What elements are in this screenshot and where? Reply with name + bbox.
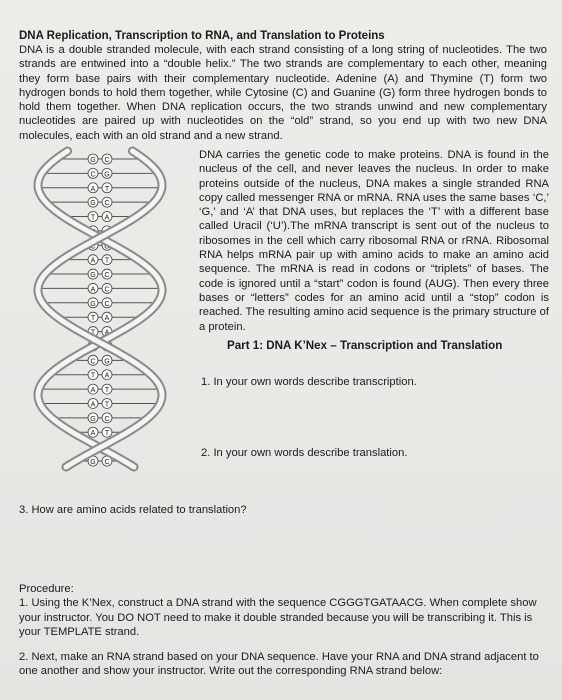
base-left-letter: T: [90, 315, 96, 323]
base-left-letter: C: [90, 343, 96, 351]
base-pair: [46, 197, 154, 207]
question-1: 1. In your own words describe transcription.: [201, 376, 417, 388]
base-pair: [39, 384, 161, 394]
base-left-letter: T: [90, 372, 96, 380]
base-left-letter: G: [90, 272, 96, 280]
question-2: 2. In your own words describe translation.: [201, 447, 408, 459]
base-left-letter: G: [90, 415, 96, 423]
question-3: 3. How are amino acids related to translation?: [19, 504, 247, 516]
base-right-letter: A: [104, 214, 110, 222]
base-right-letter: A: [104, 372, 110, 380]
base-right-letter: A: [104, 228, 110, 236]
base-pair: [56, 154, 144, 164]
base-right-letter: G: [104, 358, 110, 366]
base-left-letter: A: [90, 185, 96, 193]
procedure-label: Procedure:: [19, 583, 74, 595]
page-title: DNA Replication, Transcription to RNA, and Translation to Proteins: [19, 30, 385, 42]
base-right-letter: G: [104, 243, 110, 251]
base-right-letter: T: [104, 185, 110, 193]
intro-paragraph: DNA is a double stranded molecule, with each strand consisting of a long string of nucleotides. The two strands are entwined into a “double helix.” The two strands are complementary to each other, meaning they form base pairs with their complementary nucleotide. Adenine (A) and Thymine (T) form two hydrogen bonds to hold them together, while Cytosine (C) and Guanine (G) form three hydrogen bonds to hold them together. When DNA replication occurs, the two strands unwind and new complementary nucleotides are paired up with nucleotides on the “old” strand, so you end up with two new DNA molecules, each with an old strand and a new strand.: [19, 44, 547, 142]
procedure-section: [19, 582, 549, 690]
base-right-letter: T: [104, 387, 110, 395]
base-pair: [38, 283, 162, 293]
base-right-letter: T: [104, 430, 110, 438]
base-pair: [42, 298, 157, 308]
dna-double-helix-illustration: [0, 145, 200, 475]
procedure-step-2: 2. Next, make an RNA strand based on your DNA sequence. Have your RNA and DNA strand adjacent to one another and show your instructor. Write out the corresponding RNA strand below:: [19, 651, 539, 678]
base-left-letter: A: [90, 257, 96, 265]
base-right-letter: G: [104, 343, 110, 351]
base-right-letter: C: [104, 157, 110, 164]
base-pair: [45, 269, 155, 279]
procedure-step-1: 1. Using the K’Nex, construct a DNA strand with the sequence CGGGTGATAACG. When complete show your instructor. You DO NOT need to make it double stranded because you will be transcribing it. This is your TEMPLATE strand.: [19, 597, 537, 638]
dna-explanation-paragraph: DNA carries the genetic code to make proteins. DNA is found in the nucleus of the cell, and never leaves the nucleus. In order to make proteins outside of the nucleus, DNA makes a single stranded RNA copy called messenger RNA or mRNA. RNA uses the same bases ‘C,’ ‘G,’ and ‘A’ that DNA uses, but replaces the ‘T’ with a different base called Uracil (‘U’).The mRNA transcript is sent out of the nucleus to ribosomes in the cell which carry ribosomal RNA or rRNA. Ribosomal RNA helps mRNA pair up with amino acids to make an amino acid sequence. The mRNA is read in codons or “triplets” of bases. The code is ignored until a “start” codon is found (AUG). Then every three bases or “letters” codes for an amino acid until a “stop” codon is reached. The resulting amino acid sequence is the primary structure of a protein.: [199, 149, 549, 333]
base-left-letter: G: [90, 300, 96, 308]
base-pair: [52, 413, 148, 423]
base-right-letter: A: [104, 315, 110, 323]
base-pair: [42, 168, 158, 178]
base-left-letter: C: [90, 243, 96, 251]
base-left-letter: A: [90, 430, 96, 438]
base-left-letter: C: [90, 171, 96, 179]
base-left-letter: T: [90, 329, 96, 337]
base-left-letter: G: [90, 157, 96, 164]
base-right-letter: C: [104, 300, 110, 308]
base-right-letter: C: [104, 286, 110, 294]
base-right-letter: C: [104, 200, 110, 208]
base-right-letter: C: [104, 459, 110, 466]
base-left-letter: G: [90, 200, 96, 208]
base-left-letter: A: [90, 286, 96, 294]
base-right-letter: C: [104, 272, 110, 280]
part1-heading: Part 1: DNA K’Nex – Transcription and Translation: [227, 339, 503, 352]
base-right-letter: G: [104, 171, 110, 179]
base-left-letter: T: [90, 214, 96, 222]
base-pair: [40, 398, 160, 408]
base-pair: [38, 183, 162, 193]
base-pair: [49, 370, 151, 380]
base-right-letter: A: [104, 329, 110, 337]
base-left-letter: T: [90, 228, 96, 236]
base-left-letter: G: [90, 459, 96, 466]
base-left-letter: A: [90, 401, 96, 409]
base-right-letter: T: [104, 401, 110, 409]
base-left-letter: C: [90, 358, 96, 366]
base-left-letter: A: [90, 387, 96, 395]
base-right-letter: T: [104, 257, 110, 265]
base-right-letter: C: [104, 415, 110, 423]
